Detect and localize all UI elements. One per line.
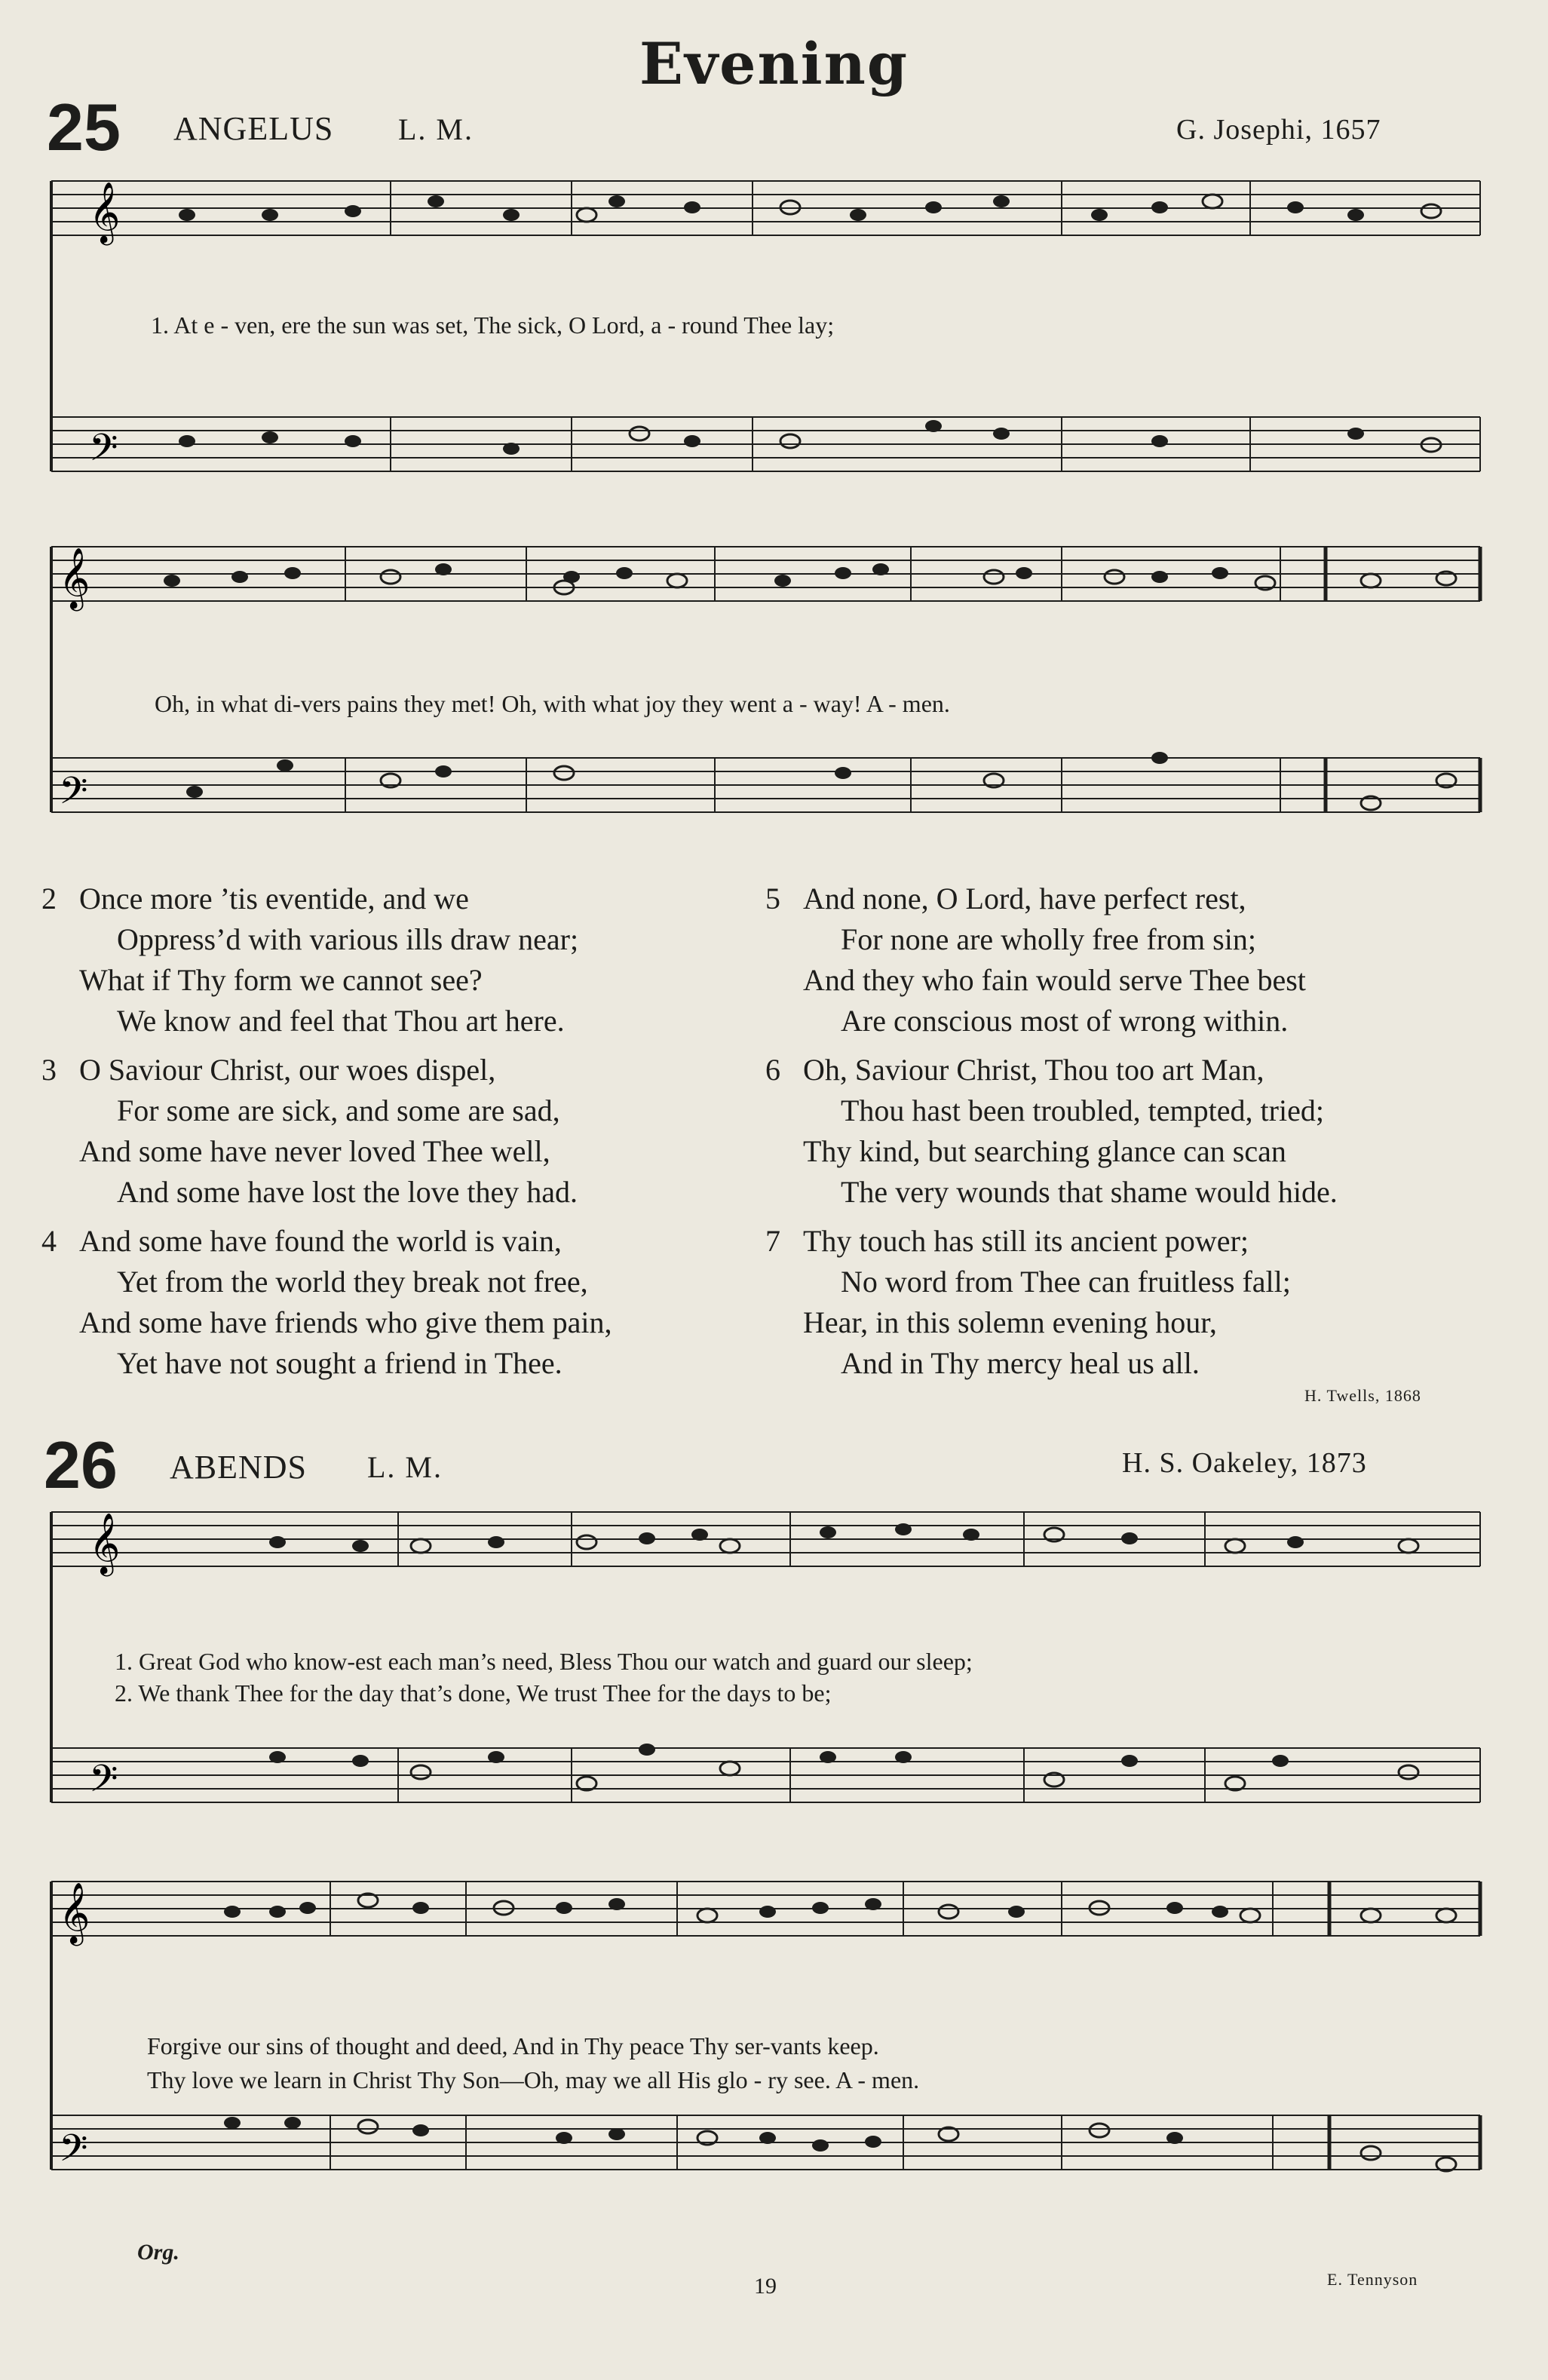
svg-text:𝄞: 𝄞	[59, 1882, 90, 1943]
verse-line: The very wounds that shame would hide.	[841, 1175, 1338, 1209]
verse-line: Oh, Saviour Christ, Thou too art Man,	[803, 1053, 1264, 1087]
music-system-1	[44, 170, 1491, 509]
verse-line: And none, O Lord, have perfect rest,	[803, 882, 1246, 916]
verse-line: Yet have not sought a friend in Thee.	[117, 1346, 562, 1380]
verse-line: For some are sick, and some are sad,	[117, 1093, 560, 1127]
verse-number: 5	[765, 882, 780, 916]
verse-line: And they who fain would serve Thee best	[803, 963, 1306, 997]
verse-line: And in Thy mercy heal us all.	[841, 1346, 1200, 1380]
meter: L. M.	[398, 112, 474, 146]
svg-text:𝄢: 𝄢	[89, 1757, 118, 1810]
page-number: 19	[754, 2274, 777, 2299]
hymn-number: 25	[47, 90, 121, 164]
verse-line: And some have lost the love they had.	[117, 1175, 578, 1209]
svg-text:𝄢: 𝄢	[89, 426, 118, 479]
verse-line: Thy touch has still its ancient power;	[803, 1224, 1249, 1258]
verse-number: 3	[41, 1053, 57, 1087]
author-credit: E. Tennyson	[1327, 2270, 1418, 2289]
svg-text:𝄢: 𝄢	[59, 769, 88, 822]
verse-number: 6	[765, 1053, 780, 1087]
verse-line: And some have never loved Thee well,	[79, 1134, 550, 1168]
verse-line: And some have found the world is vain,	[79, 1224, 562, 1258]
meter: L. M.	[367, 1450, 443, 1484]
section-title: Evening	[639, 30, 909, 97]
verse-line: Thou hast been troubled, tempted, tried;	[841, 1093, 1324, 1127]
svg-text:𝄞: 𝄞	[59, 547, 90, 609]
lyric-line: 1. Great God who know-est each man’s need, Bless Thou our watch and guard our sleep;	[115, 1648, 973, 1675]
organ-label: Org.	[137, 2240, 179, 2265]
composer: H. S. Oakeley, 1873	[1122, 1447, 1367, 1479]
composer: G. Josephi, 1657	[1176, 114, 1381, 146]
lyric-line: Oh, in what di-vers pains they met! Oh, with what joy they went a - way! A - men.	[155, 690, 950, 717]
lyric-line: 1. At e - ven, ere the sun was set, The sick, O Lord, a - round Thee lay;	[151, 311, 835, 339]
verse-line: Once more ’tis eventide, and we	[79, 882, 469, 916]
verse-number: 7	[765, 1224, 780, 1258]
verse-line: Yet from the world they break not free,	[117, 1265, 588, 1299]
svg-text:𝄞: 𝄞	[89, 181, 121, 243]
verse-line: Oppress’d with various ills draw near;	[117, 922, 579, 956]
verse-line: O Saviour Christ, our woes dispel,	[79, 1053, 496, 1087]
lyric-line: 2. We thank Thee for the day that’s done, We trust Thee for the days to be;	[115, 1679, 832, 1707]
lyric-line: Thy love we learn in Christ Thy Son—Oh, may we all His glo - ry see. A - men.	[147, 2066, 920, 2093]
verse-line: What if Thy form we cannot see?	[79, 963, 483, 997]
verse-number: 2	[41, 882, 57, 916]
hymn-number: 26	[44, 1428, 118, 1502]
tune-name: ABENDS	[170, 1449, 308, 1486]
verse-line: And some have friends who give them pain,	[79, 1305, 612, 1339]
lyric-line: Forgive our sins of thought and deed, And in Thy peace Thy ser-vants keep.	[147, 2032, 879, 2059]
verse-line: No word from Thee can fruitless fall;	[841, 1265, 1291, 1299]
svg-text:𝄢: 𝄢	[59, 2127, 88, 2179]
verse-line: For none are wholly free from sin;	[841, 922, 1256, 956]
verse-number: 4	[41, 1224, 57, 1258]
verse-line: We know and feel that Thou art here.	[117, 1004, 565, 1038]
author-credit: H. Twells, 1868	[1304, 1386, 1421, 1405]
svg-text:𝄞: 𝄞	[89, 1512, 121, 1574]
verse-line: Hear, in this solemn evening hour,	[803, 1305, 1217, 1339]
verse-line: Thy kind, but searching glance can scan	[803, 1134, 1286, 1168]
tune-name: ANGELUS	[173, 110, 334, 147]
verse-line: Are conscious most of wrong within.	[841, 1004, 1289, 1038]
